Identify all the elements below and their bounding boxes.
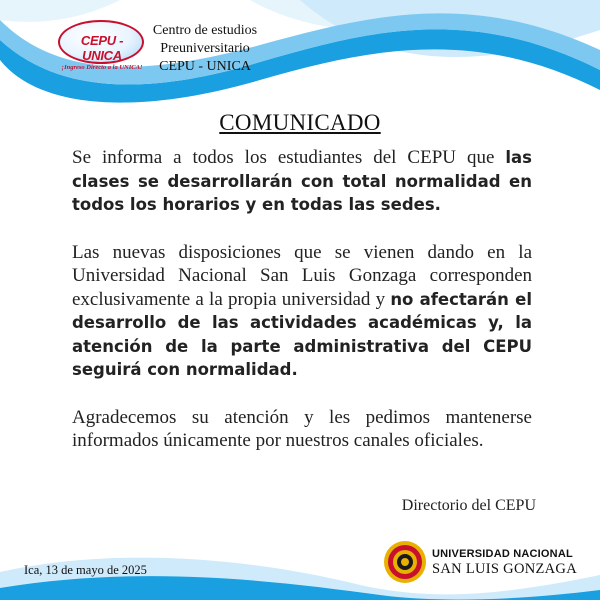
institution-line-2: Preuniversitario: [160, 41, 250, 56]
institution-name: [150, 22, 260, 76]
paragraph-1: [72, 146, 532, 217]
university-name-line-2: SAN LUIS GONZAGA: [432, 561, 577, 577]
institution-line-1: Centro de estudios: [152, 23, 258, 38]
university-name: [432, 548, 577, 577]
page-title: COMUNICADO: [219, 110, 381, 135]
university-seal-icon: [383, 540, 427, 584]
paragraph-3-regular: Agradecemos su atención y les pedimos mantenerse informados únicamente por nuestros canales oficiales.: [72, 406, 532, 451]
paragraph-2-bold: no afectarán el desarrollo de las actividades académicas y, la atención de la parte administrativa del CEPU seguirá con normalidad.: [72, 289, 532, 379]
paragraph-1-regular: Se informa a todos los estudiantes del CEPU que: [72, 147, 506, 168]
logo-text: CEPU - UNICA: [80, 33, 124, 63]
paragraph-2-regular: Las nuevas disposiciones que se vienen dando en la Universidad Nacional San Luis Gonzaga corresponden exclusivamente a la propia universidad y: [72, 241, 532, 310]
paragraph-3: [72, 406, 532, 453]
paragraph-2: [72, 241, 532, 382]
logo-tagline: ¡Ingreso Directo a la UNICA!: [61, 64, 143, 71]
paragraph-1-bold: las clases se desarrollarán con total normalidad en todos los horarios y en todas las sedes.: [72, 148, 532, 214]
cepu-logo: [52, 12, 152, 78]
announcement-body: [72, 146, 532, 477]
signature: Directorio del CEPU: [401, 497, 536, 514]
institution-line-3: CEPU - UNICA: [159, 59, 251, 74]
date: Ica, 13 de mayo de 2025: [24, 563, 147, 577]
university-name-line-1: UNIVERSIDAD NACIONAL: [432, 548, 573, 560]
